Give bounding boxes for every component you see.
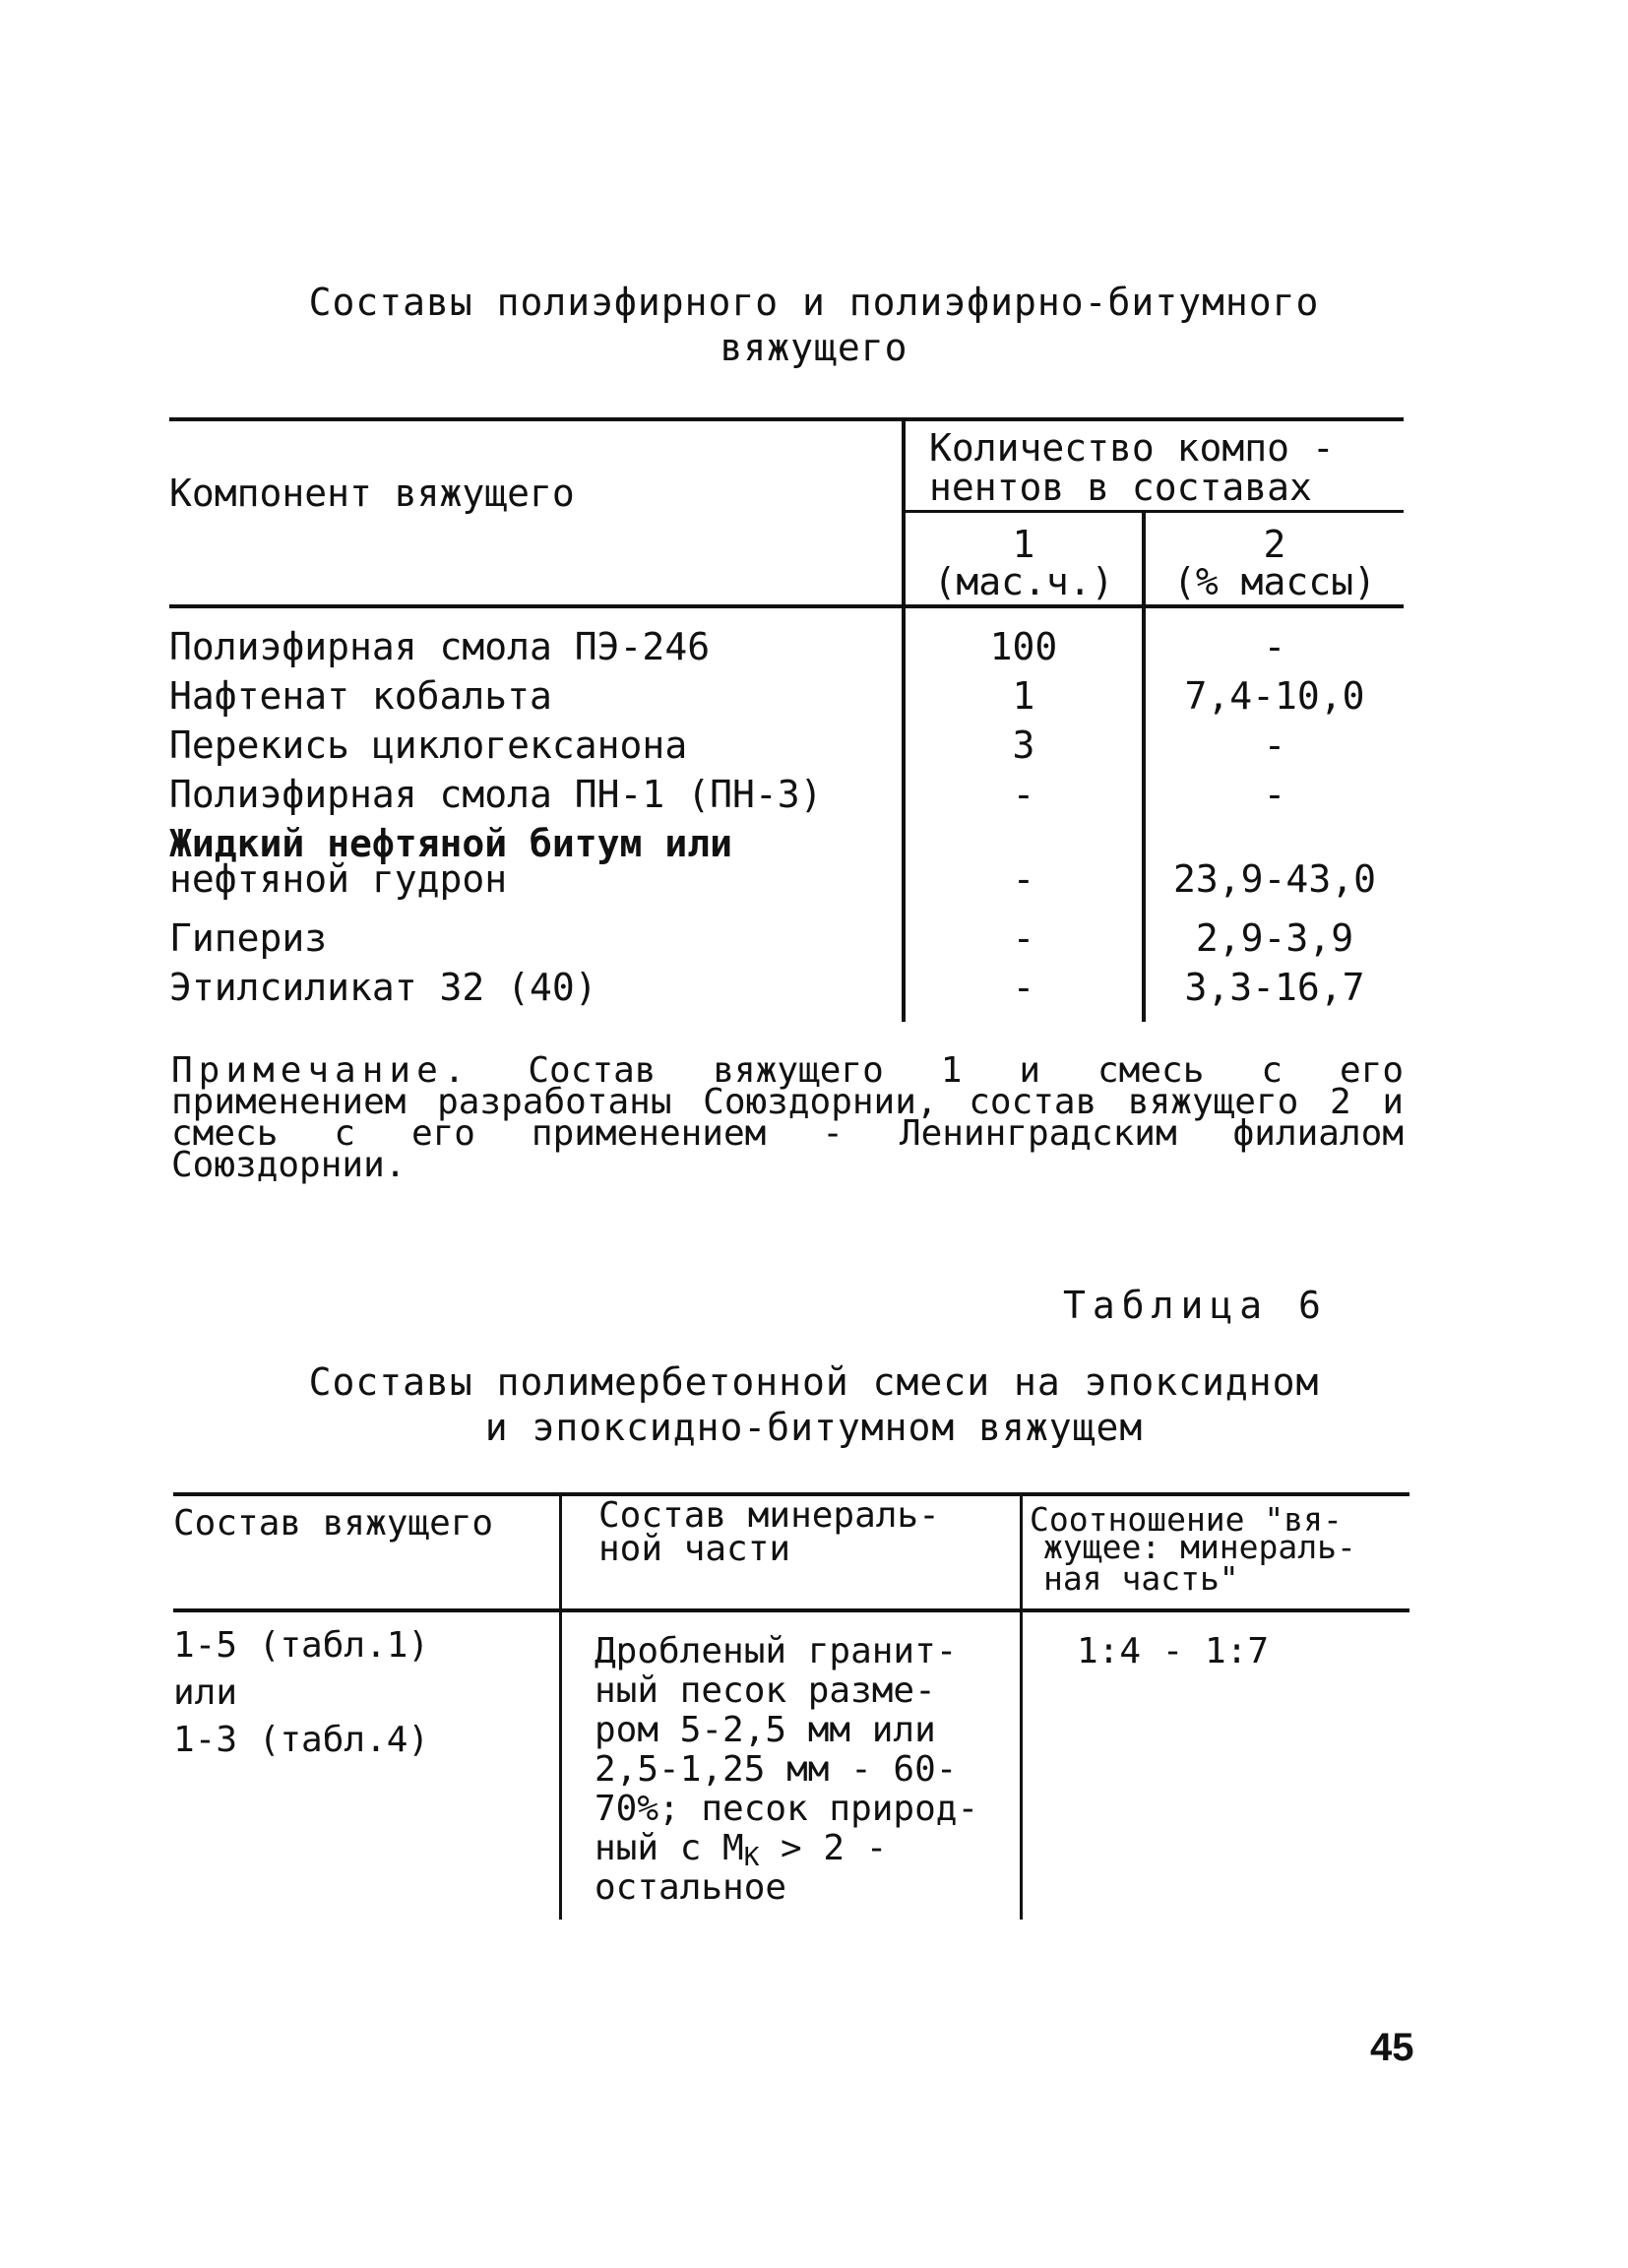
table5-row6-name: Гипериз [169,916,328,960]
table6-vline-1 [559,1492,562,1920]
table5-row1-c1: 100 [989,625,1058,668]
table5-row4-c1: - [1012,773,1035,816]
table6-header-ratio-line1: Соотношение "вя- [1030,1500,1343,1539]
table5-row7-name: Этилсиликат 32 (40) [169,966,597,1009]
table6-header-bottom-rule [173,1608,1409,1612]
table5-quantity-rule [904,510,1404,513]
table6-header-ratio-line2: жущее: минераль- [1043,1528,1356,1566]
table5-row7-c1: - [1012,966,1035,1009]
table6-binder-line1: 1-5 (табл.1) [173,1625,430,1666]
mineral-line6-post: > 2 - [759,1828,888,1868]
table6-header-mineral-line1: Состав минераль- [598,1495,940,1536]
table5-row1-name: Полиэфирная смола ПЭ-246 [169,625,711,668]
table6-vline-2 [1020,1492,1023,1920]
table5-row5-c2: 23,9-43,0 [1173,857,1376,901]
table6-mineral-line1: Дробленый гранит- [595,1631,958,1671]
table5-row7-c2: 3,3-16,7 [1184,966,1365,1009]
table6-title-line2: и эпоксидно-битумном вяжущем [484,1406,1144,1449]
table5-header-quantity-line1: Количество компо - [929,426,1335,470]
table5-row1-c2: - [1263,625,1286,668]
table6-title-line1: Составы полимербетонной смеси на эпоксидном [308,1360,1320,1404]
table6-binder-line3: 1-3 (табл.4) [173,1720,430,1760]
table5-row3-c2: - [1263,724,1286,767]
table6-ratio: 1:4 - 1:7 [1077,1631,1270,1671]
table5-col2-unit: (% массы) [1173,560,1376,603]
table5-title-line2: вяжущего [720,326,908,369]
table6-mineral-line3: ром 5-2,5 мм или [595,1710,936,1750]
table5-col2-num: 2 [1263,523,1286,566]
table5-header-component: Компонент вяжущего [169,472,575,515]
table5-row4-name: Полиэфирная смола ПН-1 (ПН-3) [169,773,823,816]
table5-row5-name-line2: нефтяной гудрон [169,857,508,901]
table5-row2-name: Нафтенат кобальта [169,674,552,718]
table5-top-rule [169,417,1404,421]
table5-col1-num: 1 [1012,523,1035,566]
table5-row2-c2: 7,4-10,0 [1184,674,1365,718]
table5-col1-unit: (мас.ч.) [933,560,1114,603]
mineral-line6-sub: К [743,1843,760,1872]
table6-mineral-line2: ный песок разме- [595,1670,936,1711]
mineral-line6-pre: ный с М [595,1828,744,1868]
table6-mineral-line4: 2,5-1,25 мм - 60- [595,1749,958,1790]
table5-note [171,1050,1404,1185]
note-lead: Примечание. [171,1050,471,1091]
table5-row6-c2: 2,9-3,9 [1195,916,1354,960]
table6-mineral-line7: остальное [595,1867,787,1908]
table5-row2-c1: 1 [1012,674,1035,718]
table5-row6-c1: - [1012,916,1035,960]
table5-header-quantity-line2: нентов в составах [929,466,1312,509]
table5-row5-c1: - [1012,857,1035,901]
table5-row3-c1: 3 [1012,724,1035,767]
table5-title [0,280,1628,370]
table6-label: Таблица 6 [1063,1284,1328,1327]
table5-header-bottom-rule [169,604,1404,608]
table6-header-mineral-line2: ной части [598,1529,791,1569]
table5-row4-c2: - [1263,773,1286,816]
table5-title-line1: Составы полиэфирного и полиэфирно-битумного [308,281,1320,324]
table6-header-binder: Состав вяжущего [173,1503,494,1544]
table6-title [0,1359,1628,1450]
note-text: Состав вяжущего 1 и смесь с его применением разработаны Союздорнии, состав вяжущего 2 и смесь с его применением - Ленинградским филиалом Союздорнии. [171,1050,1404,1185]
table6-mineral-line5: 70%; песок природ- [595,1789,979,1829]
table6-binder-line2: или [173,1672,238,1713]
table5-row5-name-line1: Жидкий нефтяной битум или [169,822,732,865]
table6-header-ratio-line3: ная часть" [1043,1559,1239,1598]
page-number: 45 [1370,2026,1414,2069]
table5-row3-name: Перекись циклогексанона [169,724,688,767]
